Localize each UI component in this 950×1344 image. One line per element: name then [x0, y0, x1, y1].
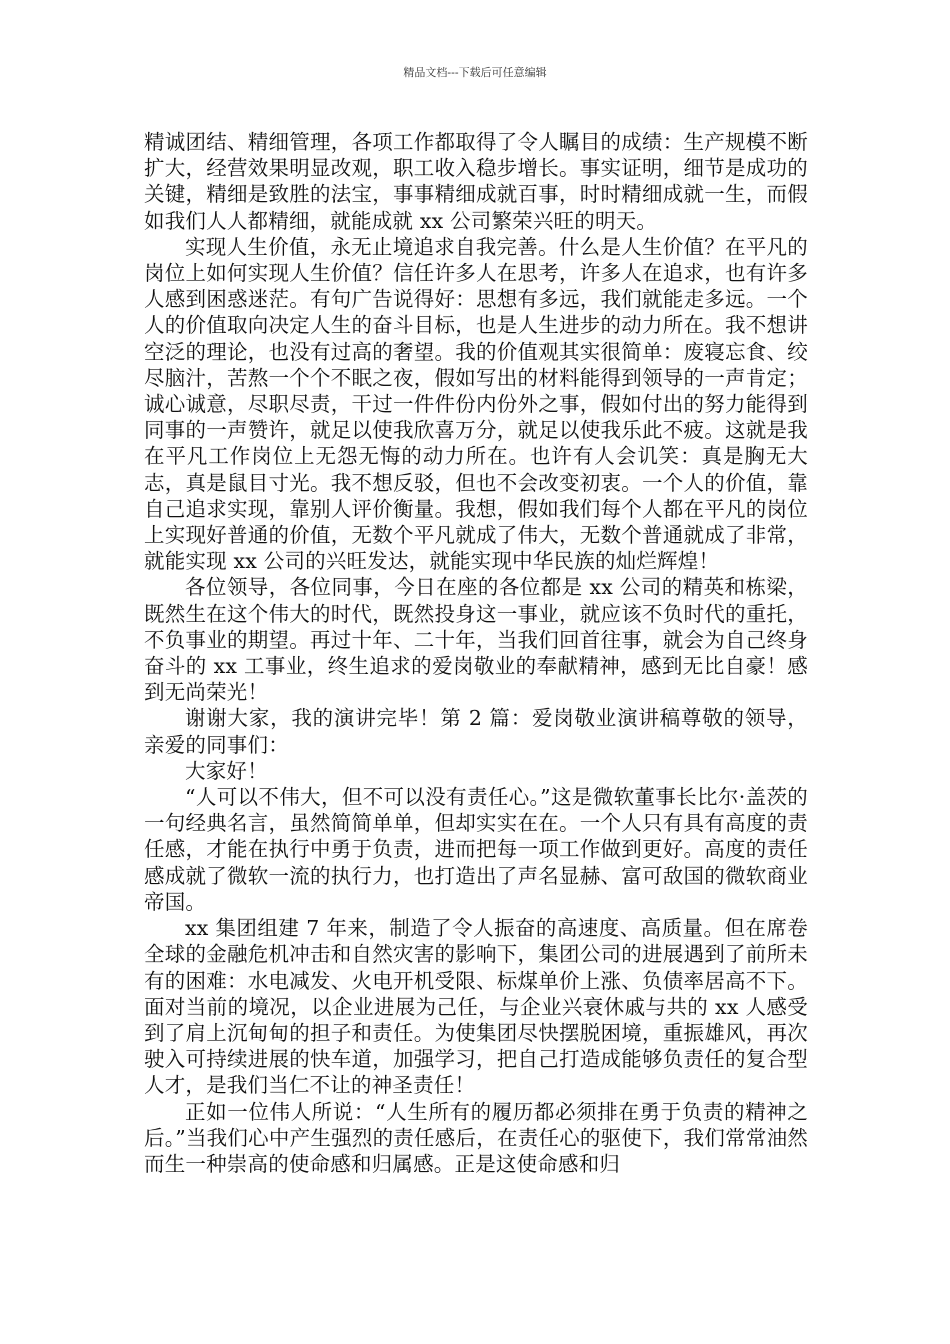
paragraph-8: 正如一位伟人所说：“人生所有的履历都必须排在勇于负责的精神之后。”当我们心中产生强烈的责任感后，在责任心的驱使下，我们常常油然而生一种崇高的使命感和归属感。正是这使命感和归: [144, 1099, 808, 1176]
page-header: 精品文档---下载后可任意编辑: [403, 66, 547, 79]
paragraph-7: xx 集团组建 7 年来，制造了令人振奋的高速度、高质量。但在席卷全球的金融危机冲击和自然灾害的影响下，集团公司的进展遇到了前所未有的困难：水电减发、火电开机受限、标煤单价上涨、负债率居高不下。面对当前的境况，以企业进展为己任，与企业兴衰休戚与共的 xx 人感受到了肩上沉甸甸的担子和责任。为使集团尽快摆脱困境，重振雄风，再次驶入可持续进展的快车道，加强学习，把自己打造成能够负责任的复合型人才，是我们当仁不让的神圣责任！: [144, 916, 808, 1098]
paragraph-5: 大家好！: [185, 758, 268, 783]
paragraph-2: 实现人生价值，永无止境追求自我完善。什么是人生价值？在平凡的岗位上如何实现人生价值？信任许多人在思考，许多人在追求，也有许多人感到困惑迷茫。有句广告说得好：思想有多远，我们就能走多远。一个人的价值取向决定人生的奋斗目标，也是人生进步的动力所在。我不想讲空泛的理论，也没有过高的奢望。我的价值观其实很简单：废寝忘食、绞尽脑汁，苦熬一个个不眠之夜，假如写出的材料能得到领导的一声肯定；诚心诚意，尽职尽责，干过一件件份内份外之事，假如付出的努力能得到同事的一声赞许，就足以使我欣喜万分，就足以使我乐此不疲。这就是我在平凡工作岗位上无怨无悔的动力所在。也许有人会讥笑：真是胸无大志，真是鼠目寸光。我不想反驳，但也不会改变初衷。一个人的价值，靠自己追求实现，靠别人评价衡量。我想，假如我们每个人都在平凡的岗位上实现好普通的价值，无数个平凡就成了伟大，无数个普通就成了非常，就能实现 xx 公司的兴旺发达，就能实现中华民族的灿烂辉煌！: [144, 234, 808, 574]
paragraph-3: 各位领导，各位同事，今日在座的各位都是 xx 公司的精英和栋梁，既然生在这个伟大的时代，既然投身这一事业，就应该不负时代的重托，不负事业的期望。再过十年、二十年，当我们回首往事，就会为自己终身奋斗的 xx 工事业，终生追求的爱岗敬业的奉献精神，感到无比自豪！感到无尚荣光！: [144, 575, 808, 705]
paragraph-1: 精诚团结、精细管理，各项工作都取得了令人瞩目的成绩：生产规模不断扩大，经营效果明显改观，职工收入稳步增长。事实证明，细节是成功的关键，精细是致胜的法宝，事事精细成就百事，时时精细成就一生，而假如我们人人都精细，就能成就 xx 公司繁荣兴旺的明天。: [144, 130, 808, 233]
paragraph-6: “人可以不伟大，但不可以没有责任心。”这是微软董事长比尔·盖茨的一句经典名言，虽然简简单单，但却实实在在。一个人只有具有高度的责任感，才能在执行中勇于负责，进而把每一项工作做到更好。高度的责任感成就了微软一流的执行力，也打造出了声名显赫、富可敌国的微软商业帝国。: [144, 785, 808, 914]
document-body: [144, 129, 808, 1177]
paragraph-4: 谢谢大家，我的演讲完毕！第 2 篇：爱岗敬业演讲稿尊敬的领导，亲爱的同事们：: [144, 706, 808, 757]
